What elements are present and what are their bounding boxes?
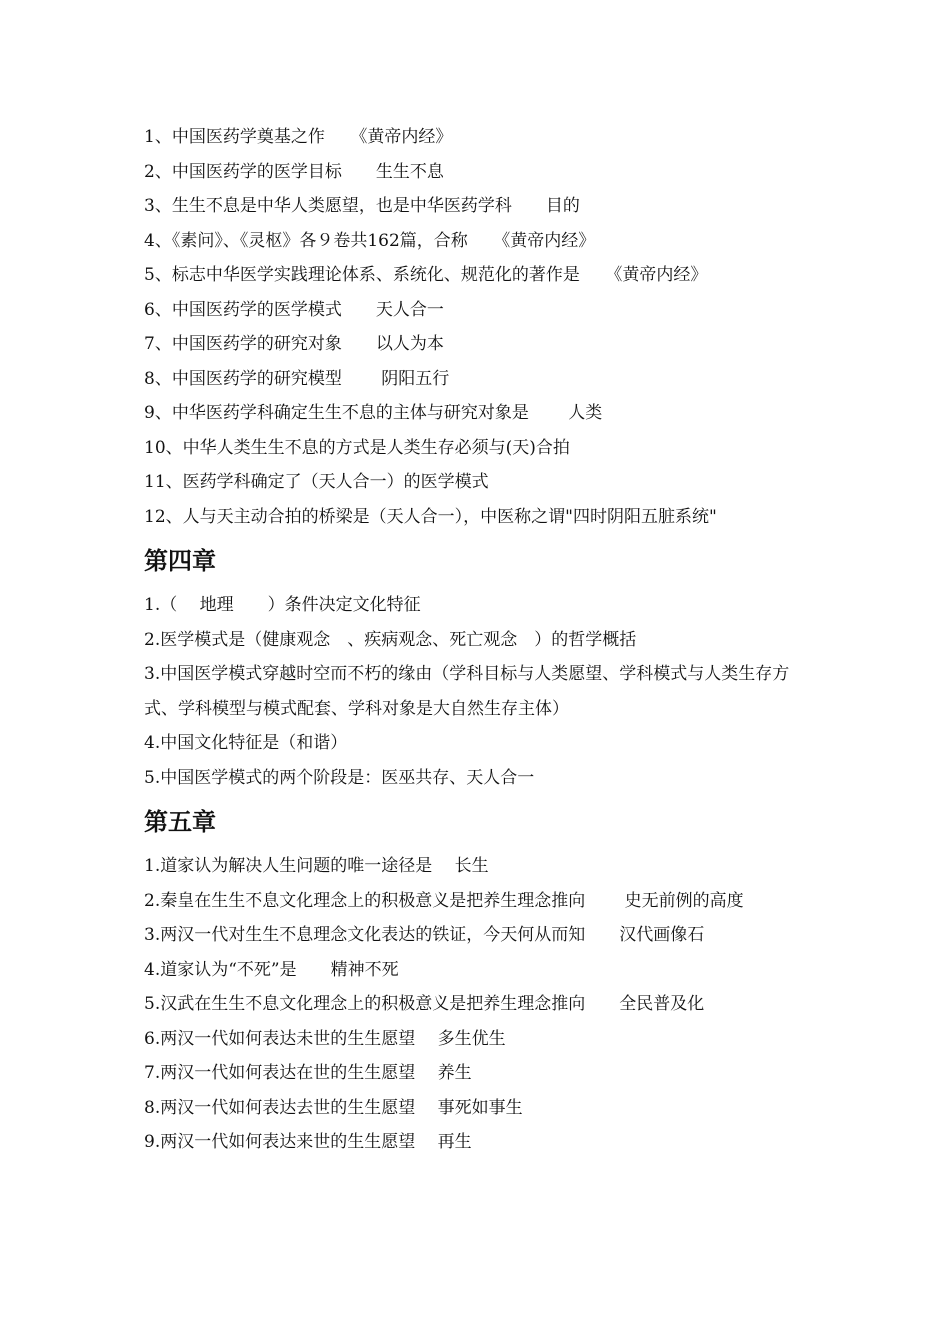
list-item: 4.中国文化特征是（和谐） — [144, 733, 348, 753]
chapter-5-list — [144, 849, 810, 1160]
list-item: 5.汉武在生生不息文化理念上的积极意义是把养生理念推向 全民普及化 — [144, 994, 705, 1014]
list-item: 3、生生不息是中华人类愿望，也是中华医药学科 目的 — [144, 196, 580, 216]
list-item: 2.秦皇在生生不息文化理念上的积极意义是把养生理念推向 史无前例的高度 — [144, 890, 744, 911]
list-item: 1.（ 地理 ）条件决定文化特征 — [144, 595, 421, 615]
list-item: 9、中华医药学科确定生生不息的主体与研究对象是 人类 — [144, 403, 603, 423]
list-item: 7、中国医药学的研究对象 以人为本 — [144, 334, 444, 354]
list-item: 1.道家认为解决人生问题的唯一途径是 长生 — [144, 856, 489, 876]
chapter-5-heading: 第五章 — [144, 808, 216, 836]
list-item: 2、中国医药学的医学目标 生生不息 — [144, 161, 444, 182]
chapter-4-list — [144, 588, 810, 795]
chapter-4-heading: 第四章 — [144, 547, 216, 575]
list-item: 4.道家认为“不死”是 精神不死 — [144, 959, 399, 980]
list-item: 6.两汉一代如何表达未世的生生愿望 多生优生 — [144, 1028, 506, 1049]
section-1-list — [144, 120, 810, 534]
list-item: 5、标志中华医学实践理论体系、系统化、规范化的著作是 《黄帝内经》 — [144, 265, 708, 285]
list-item: 4、《素问》、《灵枢》各９卷共162篇，合称 《黄帝内经》 — [144, 230, 596, 251]
list-item: 3.两汉一代对生生不息理念文化表达的铁证，今天何从而知 汉代画像石 — [144, 925, 705, 945]
list-item: 11、医药学科确定了（天人合一）的医学模式 — [144, 472, 489, 492]
list-item: 5.中国医学模式的两个阶段是：医巫共存、天人合一 — [144, 767, 535, 788]
list-item: 8.两汉一代如何表达去世的生生愿望 事死如事生 — [144, 1097, 523, 1118]
list-item: 2.医学模式是（健康观念 、疾病观念、死亡观念 ）的哲学概括 — [144, 629, 637, 650]
list-item: 8、中国医药学的研究模型 阴阳五行 — [144, 368, 450, 389]
list-item: 1、中国医药学奠基之作 《黄帝内经》 — [144, 127, 453, 147]
list-item: 10、中华人类生生不息的方式是人类生存必须与(天)合拍 — [144, 437, 570, 458]
list-item: 3.中国医学模式穿越时空而不朽的缘由（学科目标与人类愿望、学科模式与人类生存方式、学科模型与模式配套、学科对象是大自然生存主体） — [144, 664, 790, 719]
list-item: 7.两汉一代如何表达在世的生生愿望 养生 — [144, 1063, 472, 1083]
list-item: 9.两汉一代如何表达来世的生生愿望 再生 — [144, 1132, 472, 1152]
list-item: 6、中国医药学的医学模式 天人合一 — [144, 299, 444, 320]
list-item: 12、人与天主动合拍的桥梁是（天人合一），中医称之谓"四时阴阳五脏系统" — [144, 506, 717, 527]
